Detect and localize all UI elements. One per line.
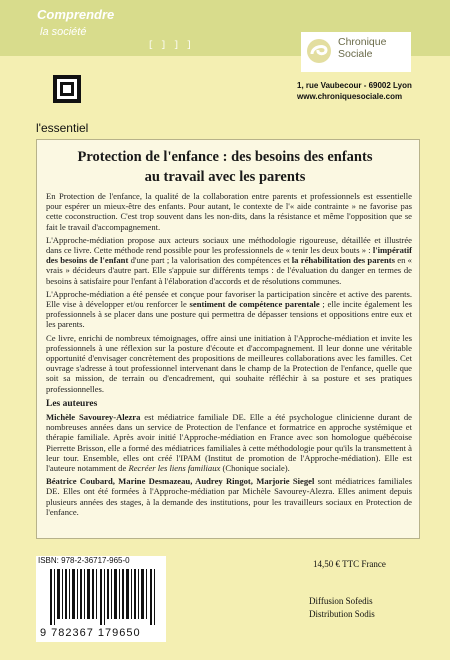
series-subtitle: la société bbox=[40, 26, 87, 38]
collection-name: l'essentiel bbox=[36, 121, 89, 135]
author-bio: Béatrice Coubard, Marine Desmazeau, Audrey Ringot, Marjorie Siegel sont médiatrices familiales DE. Elles ont été formées à l'Approche-médiation par Michèle Savourey-Alezra. Elles animent depuis plusieurs années des stages, à la demande des institutions, pour les travailleurs sociaux en Protection de l'enfance. bbox=[46, 476, 413, 517]
barcode-digits: 9 782367 179650 bbox=[40, 627, 141, 639]
paragraph: Ce livre, enrichi de nombreux témoignages, offre ainsi une initiation à l'Approche-médiation et invite les professionnels à une réflexion sur la posture d'écoute et d'accompagnement. Il leur donne une véritable opportunité d'envisager concrètement des propositions de meilleures collaborations avec les familles. Cet ouvrage s'adresse à tout professionnel intervenant dans le champ de la Protection de l'enfance, quelle que soit sa mission, de terrain ou d'encadrement, qui souhaite réfléchir à sa posture et ses pratiques professionnelles. bbox=[46, 332, 412, 394]
back-cover-text bbox=[46, 191, 412, 520]
book-title: Protection de l'enfance : des besoins des enfants au travail avec les parents bbox=[77, 149, 373, 185]
author-bio: Michèle Savourey-Alezra est médiatrice familiale DE. Elle a été psychologue clinicienne durant de nombreuses années dans un service de Protection de l'enfance et formatrice en approche systémique et thérapie familiale. Après avoir initié l'Approche-médiation en France avec son homologue québécoise Pierrette Brisson, elle a formé des médiatrices familiales à cette méthodologie pour qu'ils la transmettent à leur tour. Ensemble, elles ont créé l'IPAM (Institut de promotion de l'Approche-médiation). Elle est l'auteure notamment de Recréer les liens familiaux (Chonique sociale). bbox=[46, 412, 412, 474]
publisher-name: Chronique Sociale bbox=[338, 36, 387, 60]
series-name: Comprendre bbox=[37, 7, 115, 22]
paragraph: L'Approche-médiation a été pensée et conçue pour favoriser la participation sincère et active des parents. Elle vise à développer et/ou renforcer le sentiment de compétence parentale ; elle incite également les professionnels à se placer dans une posture qui permettra de dépasser tensions et oppositions entre eux et les parents. bbox=[46, 288, 412, 330]
paragraph: L'Approche-médiation propose aux acteurs sociaux une méthodologie rigoureuse, détaillée et illustrée dans ce livre. Cette méthode rend possible pour les professionnels de « tenir les deux bouts » : l'impératif des besoins de l'enfant d'une part ; la valorisation des compétences et la réhabilitation des parents en « vrais » décideurs d'autre part. Elle s'appuie sur différents temps : de l'évaluation du danger en termes de besoins à satisfaire pour l'enfant à l'élaboration d'accords et de résolutions communes. bbox=[46, 234, 412, 286]
paragraph: En Protection de l'enfance, la qualité de la collaboration entre parents et professionnels est essentielle pour espérer un mieux-être des enfants. Pour autant, le contexte de l'« aide contrainte » ne favorise pas cette coconstruction. C'est trop souvent dans les non-dits, dans la résistance et même l'opposition que se fait le travail d'accompagnement. bbox=[46, 191, 412, 232]
essentiel-logo-icon bbox=[53, 75, 81, 103]
publisher-swirl-icon bbox=[306, 38, 332, 64]
publisher-address: 1, rue Vaubecour - 69002 Lyon www.chroniquesociale.com bbox=[297, 81, 412, 101]
distribution-info: Diffusion Sofedis Distribution Sodis bbox=[309, 596, 375, 619]
authors-heading: Les auteures bbox=[46, 398, 98, 409]
isbn: ISBN: 978-2-36717-965-0 bbox=[38, 556, 130, 565]
barcode-icon bbox=[50, 569, 160, 625]
series-decoration: [ ] ] ] bbox=[148, 40, 193, 50]
price: 14,50 € TTC France bbox=[313, 559, 386, 569]
